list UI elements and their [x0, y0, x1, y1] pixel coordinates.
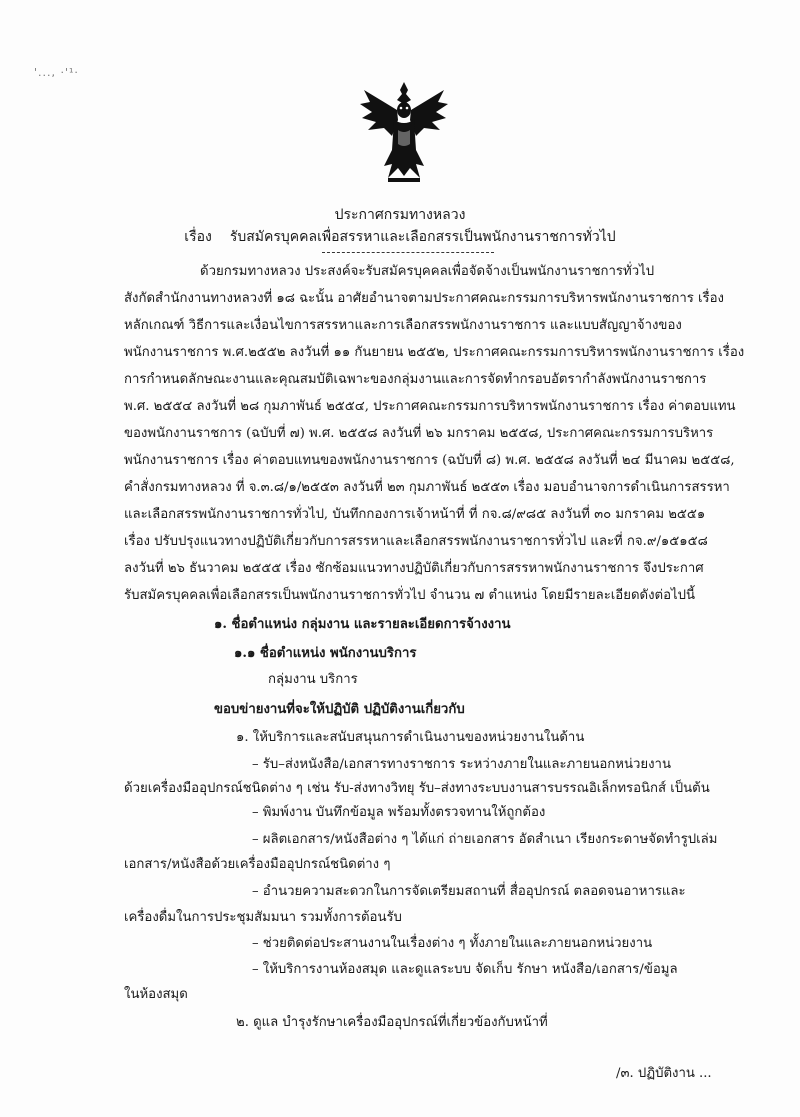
- section-1-heading: ๑. ชื่อตำแหน่ง กลุ่มงาน และรายละเอียดการจ้างงาน: [214, 617, 511, 632]
- intro-line: และเลือกสรรพนักงานราชการทั่วไป, บันทึกกองการเจ้าหน้าที่ ที่ กจ.๘/๙๘๕ ลงวันที่ ๓๐ มกราคม ๒๕๕๑: [124, 507, 706, 522]
- intro-line: สังกัดสำนักงานทางหลวงที่ ๑๘ ฉะนั้น อาศัยอำนาจตามประกาศคณะกรรมการบริหารพนักงานราชการ เรื่อง: [124, 291, 724, 306]
- divider: [322, 252, 494, 253]
- subject-label: เรื่อง: [184, 229, 212, 245]
- intro-line: พนักงานราชการ พ.ศ.๒๕๕๒ ลงวันที่ ๑๑ กันยายน ๒๕๕๒, ประกาศคณะกรรมการบริหารพนักงานราชการ เรื่อง: [124, 345, 745, 360]
- duty-bullet: – ช่วยติดต่อประสานงานในเรื่องต่าง ๆ ทั้งภายในและภายนอกหน่วยงาน: [252, 936, 653, 951]
- duty-bullet: – อำนวยความสะดวกในการจัดเตรียมสถานที่ สื่ออุปกรณ์ ตลอดจนอาหารและ: [252, 884, 686, 899]
- intro-line: การกำหนดลักษณะงานและคุณสมบัติเฉพาะของกลุ่มงานและการจัดทำกรอบอัตรากำลังพนักงานราชการ: [124, 372, 707, 387]
- intro-line: รับสมัครบุคคลเพื่อเลือกสรรเป็นพนักงานราชการทั่วไป จำนวน ๗ ตำแหน่ง โดยมีรายละเอียดดังต่อไปนี้: [124, 588, 696, 603]
- stray-mark: '..., ·'¹·: [34, 66, 79, 79]
- intro-line: ของพนักงานราชการ (ฉบับที่ ๗) พ.ศ. ๒๕๕๘ ลงวันที่ ๒๖ มกราคม ๒๕๕๘, ประกาศคณะกรรมการบริหาร: [124, 426, 714, 441]
- intro-line: ด้วยกรมทางหลวง ประสงค์จะรับสมัครบุคคลเพื่อจัดจ้างเป็นพนักงานราชการทั่วไป: [200, 264, 655, 279]
- intro-line: พ.ศ. ๒๕๕๔ ลงวันที่ ๒๘ กุมภาพันธ์ ๒๕๕๔, ประกาศคณะกรรมการบริหารพนักงานราชการ เรื่อง ค่าตอบแทน: [124, 399, 736, 414]
- duty-bullet: – รับ–ส่งหนังสือ/เอกสารทางราชการ ระหว่างภายในและภายนอกหน่วยงาน: [252, 757, 671, 772]
- continuation-note: /๓. ปฏิบัติงาน ...: [616, 1066, 712, 1081]
- duty-bullet-cont: ในห้องสมุด: [124, 987, 188, 1002]
- duty-bullet-cont: เอกสาร/หนังสือด้วยเครื่องมืออุปกรณ์ชนิดต่าง ๆ: [124, 857, 391, 872]
- scope-heading: ขอบข่ายงานที่จะให้ปฏิบัติ ปฏิบัติงานเกี่ยวกับ: [214, 702, 465, 717]
- intro-line: คำสั่งกรมทางหลวง ที่ จ.๓.๘/๑/๒๕๕๓ ลงวันที่ ๒๓ กุมภาพันธ์ ๒๕๕๓ เรื่อง มอบอำนาจการดำเนินการสรรหา: [124, 480, 730, 495]
- announcement-title: ประกาศกรมทางหลวง: [334, 207, 466, 223]
- intro-line: ลงวันที่ ๒๖ ธันวาคม ๒๕๕๕ เรื่อง ซักซ้อมแนวทางปฏิบัติเกี่ยวกับการสรรหาพนักงานราชการ จึงประกาศ: [124, 561, 704, 576]
- garuda-emblem-icon: [358, 80, 450, 184]
- duty-bullet: – ผลิตเอกสาร/หนังสือต่าง ๆ ได้แก่ ถ่ายเอกสาร อัดสำเนา เรียงกระดาษจัดทำรูปเล่ม: [252, 832, 718, 847]
- duty-bullet-cont: เครื่องดื่มในการประชุมสัมมนา รวมทั้งการต้อนรับ: [124, 910, 402, 925]
- duty-bullet: – ให้บริการงานห้องสมุด และดูแลระบบ จัดเก็บ รักษา หนังสือ/เอกสาร/ข้อมูล: [252, 962, 678, 977]
- intro-line: เรื่อง ปรับปรุงแนวทางปฏิบัติเกี่ยวกับการสรรหาและเลือกสรรพนักงานราชการทั่วไป และที่ กจ.๙/๑๕๑๕๘: [124, 534, 708, 549]
- subject-text: รับสมัครบุคคลเพื่อสรรหาและเลือกสรรเป็นพนักงานราชการทั่วไป: [229, 229, 616, 245]
- duty-bullet-cont: ด้วยเครื่องมืออุปกรณ์ชนิดต่าง ๆ เช่น รับ-ส่งทางวิทยุ รับ–ส่งทางระบบงานสารบรรณอิเล็กทรอนิกส์ เป็นต้น: [124, 781, 710, 796]
- work-group-line: กลุ่มงาน บริการ: [268, 672, 358, 687]
- position-name-heading: ๑.๑ ชื่อตำแหน่ง พนักงานบริการ: [234, 646, 417, 661]
- duty-item-2: ๒. ดูแล บำรุงรักษาเครื่องมืออุปกรณ์ที่เกี่ยวข้องกับหน้าที่: [236, 1015, 548, 1030]
- intro-line: หลักเกณฑ์ วิธีการและเงื่อนไขการสรรหาและการเลือกสรรพนักงานราชการ และแบบสัญญาจ้างของ: [124, 318, 682, 333]
- intro-line: พนักงานราชการ เรื่อง ค่าตอบแทนของพนักงานราชการ (ฉบับที่ ๘) พ.ศ. ๒๕๕๘ ลงวันที่ ๒๔ มีนาคม ๒๕๕๘,: [124, 453, 735, 468]
- announcement-subject: [0, 226, 800, 248]
- duty-item-1: ๑. ให้บริการและสนับสนุนการดำเนินงานของหน่วยงานในด้าน: [236, 730, 585, 745]
- duty-bullet: – พิมพ์งาน บันทึกข้อมูล พร้อมทั้งตรวจทานให้ถูกต้อง: [252, 805, 546, 820]
